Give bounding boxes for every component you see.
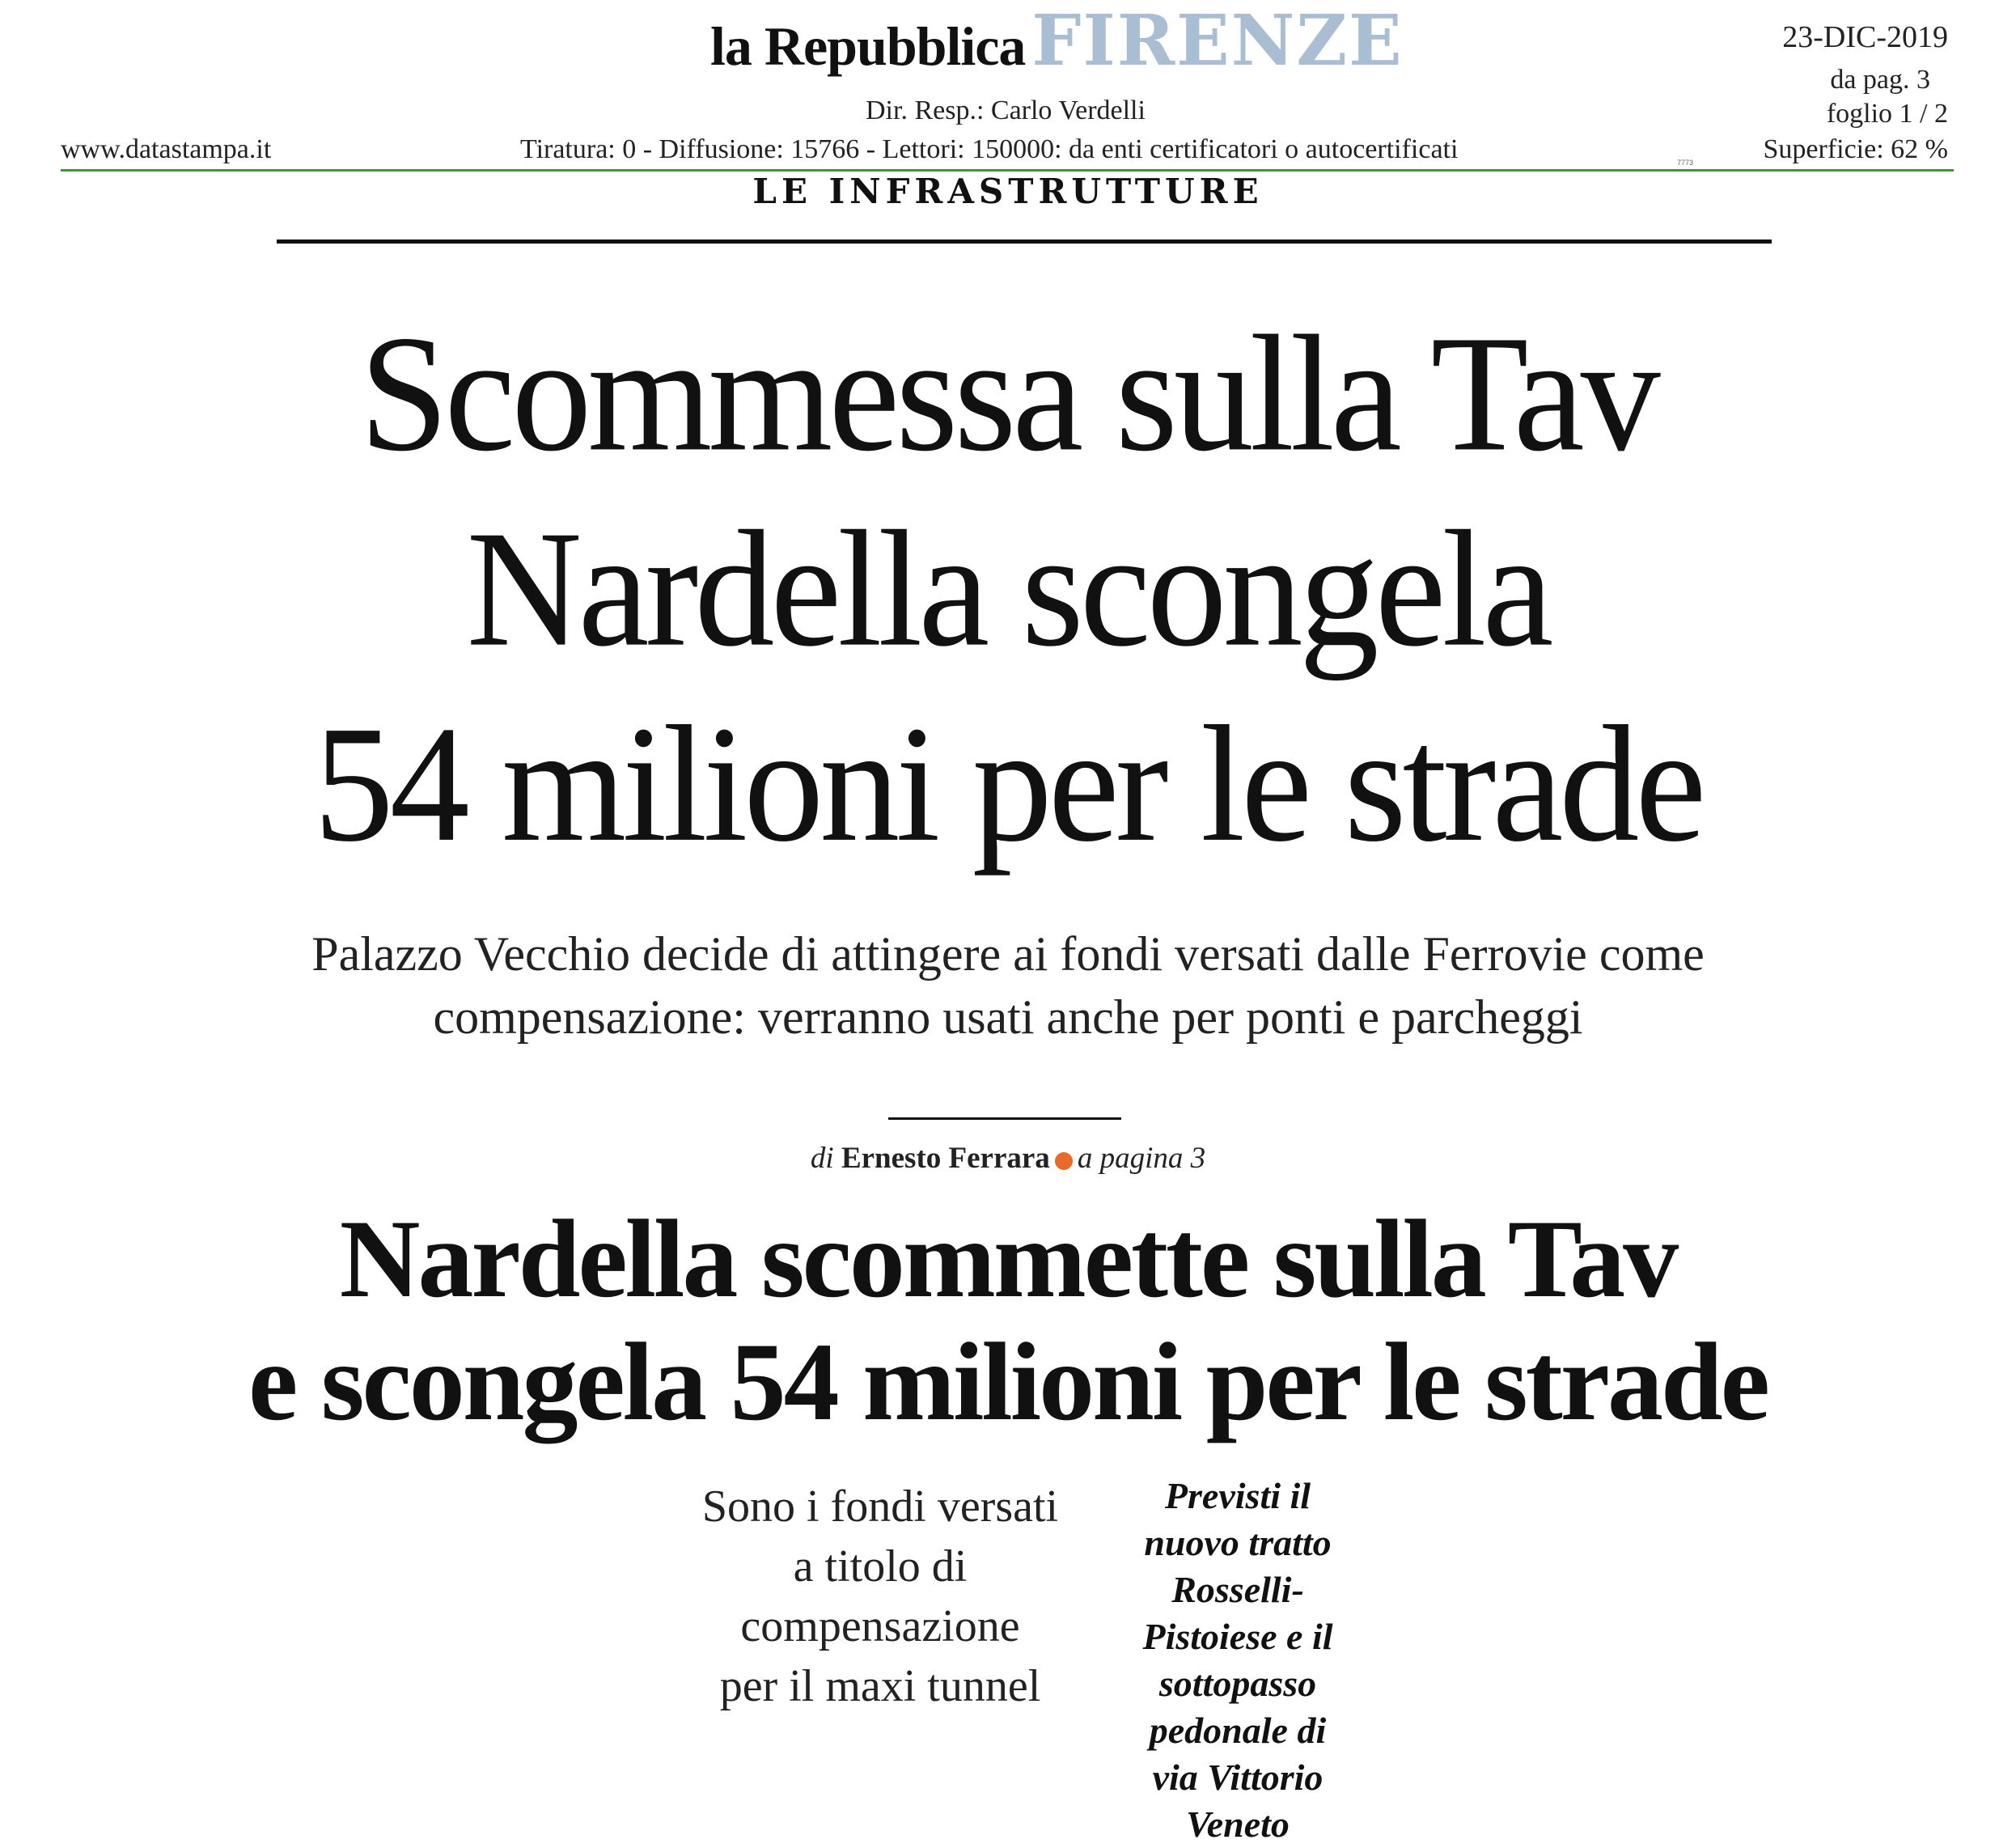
subhead-left-line: a titolo di xyxy=(793,1541,968,1592)
main-headline xyxy=(0,296,2016,882)
subhead-right-line: Veneto xyxy=(1186,1803,1290,1845)
surface-percentage: Superficie: 62 % xyxy=(1763,134,1948,164)
publication-date: 23-DIC-2019 xyxy=(1782,20,1948,54)
subhead-left-line: per il maxi tunnel xyxy=(719,1661,1041,1711)
secondary-headline xyxy=(0,1197,2016,1443)
page-from: da pag. 3 xyxy=(1830,65,1930,95)
page-reference: a pagina 3 xyxy=(1077,1142,1206,1175)
byline xyxy=(0,1141,2016,1176)
sheet-number: foglio 1 / 2 xyxy=(1826,99,1948,129)
subhead-left-line: compensazione xyxy=(740,1601,1020,1651)
subhead-right-line: sottopasso xyxy=(1158,1663,1317,1704)
subhead-left-line: Sono i fondi versati xyxy=(701,1481,1059,1532)
secondary-headline-line: Nardella scommette sulla Tav xyxy=(339,1197,1677,1320)
headline-line: 54 milioni per le strade xyxy=(313,691,1703,876)
headline-line: Scommessa sulla Tav xyxy=(359,301,1657,486)
logo-city: FIRENZE xyxy=(1031,0,1404,82)
separator-rule xyxy=(888,1117,1121,1120)
standfirst xyxy=(0,922,2016,1049)
circulation-line: Tiratura: 0 - Diffusione: 15766 - Lettori: 150000: da enti certificatori o autocertificati xyxy=(520,134,1459,164)
secondary-headline-line: e scongela 54 milioni per le strade xyxy=(248,1320,1768,1443)
headline-line: Nardella scongela xyxy=(466,496,1550,681)
subhead-right-line: Rosselli- xyxy=(1171,1569,1304,1610)
subhead-right-line: Pistoiese e il xyxy=(1142,1616,1333,1657)
section-rule xyxy=(277,239,1772,244)
website-link[interactable]: www.datastampa.it xyxy=(61,134,272,164)
clip-code: 7773 xyxy=(1677,159,1694,167)
subhead-right-line: pedonale di xyxy=(1149,1710,1327,1751)
standfirst-line: compensazione: verranno usati anche per ponti e parcheggi xyxy=(433,990,1583,1044)
director-line: Dir. Resp.: Carlo Verdelli xyxy=(866,95,1146,125)
byline-prefix: di xyxy=(810,1142,834,1175)
author-name: Ernesto Ferrara xyxy=(841,1142,1050,1175)
subhead-right-line: Previsti il xyxy=(1164,1475,1311,1516)
logo-text: la Repubblica xyxy=(710,15,1026,77)
section-title: LE INFRASTRUTTURE xyxy=(752,172,1264,211)
subhead-right-line: via Vittorio xyxy=(1152,1757,1324,1798)
standfirst-line: Palazzo Vecchio decide di attingere ai fondi versati dalle Ferrovie come xyxy=(311,927,1705,981)
newspaper-logo xyxy=(710,0,1404,82)
bullet-dot-icon xyxy=(1055,1152,1073,1170)
subhead-right-line: nuovo tratto xyxy=(1144,1522,1332,1563)
subhead-left xyxy=(670,1477,1091,1716)
subhead-right xyxy=(1112,1473,1363,1848)
